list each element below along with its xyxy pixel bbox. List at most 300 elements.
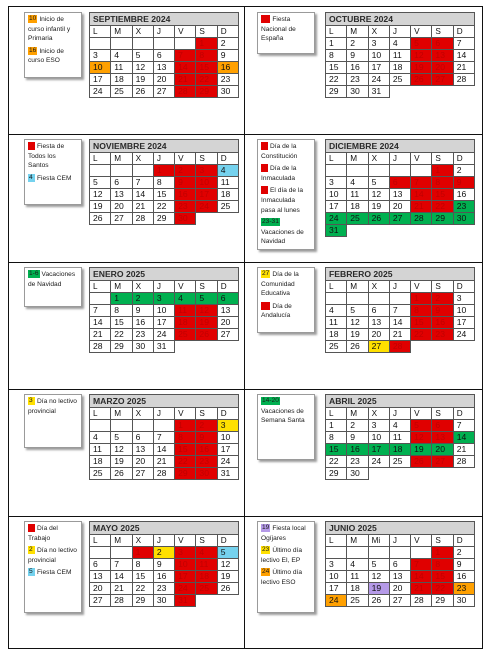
legend-text: Vacaciones de Navidad <box>261 228 304 246</box>
empty-day-cell <box>90 420 111 432</box>
weekday-header: S <box>432 153 453 165</box>
empty-day-cell <box>175 38 196 50</box>
day-cell: 29 <box>175 468 196 480</box>
day-cell: 27 <box>133 468 154 480</box>
day-cell: 11 <box>218 177 239 189</box>
day-cell: 10 <box>326 571 347 583</box>
day-cell: 24 <box>369 74 390 86</box>
legend-item <box>261 15 311 44</box>
empty-day-cell <box>390 86 411 98</box>
day-cell: 7 <box>411 559 432 571</box>
empty-day-cell <box>218 595 239 607</box>
legend-text: Fiesta Nacional de España <box>261 16 296 43</box>
day-cell: 25 <box>390 74 411 86</box>
weekday-header: D <box>454 281 475 293</box>
weekday-header: V <box>175 281 196 293</box>
day-cell: 17 <box>369 444 390 456</box>
day-cell: 11 <box>347 189 368 201</box>
day-cell: 11 <box>111 62 132 74</box>
legend-text: Inicio de curso infantil y Primaria <box>28 16 71 43</box>
weekday-header: S <box>196 281 217 293</box>
day-cell: 3 <box>369 420 390 432</box>
legend-note-junio-2025 <box>257 521 315 613</box>
day-cell: 16 <box>154 571 175 583</box>
legend-text: Fiesta de Todos los Santos <box>28 143 65 170</box>
day-cell: 21 <box>133 201 154 213</box>
day-cell: 11 <box>90 444 111 456</box>
day-cell: 19 <box>111 456 132 468</box>
empty-day-cell <box>218 341 239 353</box>
day-cell: 17 <box>154 317 175 329</box>
month-grid <box>325 534 475 607</box>
weekday-header: L <box>326 281 347 293</box>
day-cell: 18 <box>390 62 411 74</box>
empty-day-cell <box>411 468 432 480</box>
day-cell: 12 <box>133 62 154 74</box>
day-cell: 4 <box>111 50 132 62</box>
empty-day-cell <box>369 165 390 177</box>
day-cell: 16 <box>432 317 453 329</box>
empty-day-cell <box>347 165 368 177</box>
day-cell: 23 <box>432 329 453 341</box>
weekday-header: V <box>411 153 432 165</box>
weekday-header: S <box>432 408 453 420</box>
month-calendar-marzo-2025 <box>89 394 239 480</box>
day-cell: 4 <box>390 420 411 432</box>
day-cell: 2 <box>347 38 368 50</box>
day-cell: 22 <box>432 583 453 595</box>
month-grid <box>325 280 475 353</box>
day-cell: 29 <box>432 595 453 607</box>
day-cell: 8 <box>175 432 196 444</box>
legend-note-febrero-2025 <box>257 267 315 333</box>
day-cell: 17 <box>218 444 239 456</box>
legend-swatch: 4 <box>28 174 35 182</box>
weekday-header: J <box>390 281 411 293</box>
day-cell: 18 <box>347 201 368 213</box>
day-cell: 23 <box>347 456 368 468</box>
day-cell: 28 <box>411 213 432 225</box>
day-cell: 28 <box>454 74 475 86</box>
day-cell: 21 <box>390 329 411 341</box>
empty-day-cell <box>133 165 154 177</box>
day-cell: 17 <box>196 189 217 201</box>
day-cell: 13 <box>369 317 390 329</box>
day-cell: 21 <box>154 456 175 468</box>
empty-day-cell <box>111 38 132 50</box>
month-title: MAYO 2025 <box>89 521 239 534</box>
day-cell: 30 <box>196 468 217 480</box>
month-grid <box>325 25 475 98</box>
day-cell: 21 <box>454 62 475 74</box>
empty-day-cell <box>411 341 432 353</box>
day-cell: 1 <box>411 293 432 305</box>
day-cell: 10 <box>454 305 475 317</box>
month-calendar-mayo-2025 <box>89 521 239 607</box>
legend-swatch: 14-20 <box>262 397 279 404</box>
day-cell: 10 <box>369 432 390 444</box>
weekday-header: D <box>218 408 239 420</box>
legend-swatch: 23-31 <box>262 218 279 226</box>
day-cell: 16 <box>218 62 239 74</box>
day-cell: 2 <box>454 165 475 177</box>
weekday-header: J <box>154 153 175 165</box>
day-cell: 12 <box>196 305 217 317</box>
month-title: MARZO 2025 <box>89 394 239 407</box>
day-cell: 31 <box>218 468 239 480</box>
month-calendar-abril-2025 <box>325 394 475 480</box>
day-cell: 20 <box>90 583 111 595</box>
day-cell: 7 <box>175 50 196 62</box>
day-cell: 22 <box>175 456 196 468</box>
month-title: ENERO 2025 <box>89 267 239 280</box>
day-cell: 8 <box>326 432 347 444</box>
weekday-header: X <box>133 281 154 293</box>
day-cell: 21 <box>175 74 196 86</box>
month-grid <box>89 534 239 607</box>
day-cell: 12 <box>411 432 432 444</box>
empty-day-cell <box>196 595 217 607</box>
day-cell: 7 <box>133 177 154 189</box>
day-cell: 24 <box>90 86 111 98</box>
legend-text: Último día lectivo EI, EP <box>261 547 303 564</box>
day-cell: 13 <box>390 571 411 583</box>
weekday-header: S <box>196 408 217 420</box>
legend-item <box>28 397 78 416</box>
empty-day-cell <box>326 293 347 305</box>
day-cell: 27 <box>432 74 453 86</box>
day-cell: 14 <box>133 189 154 201</box>
day-cell: 19 <box>369 201 390 213</box>
day-cell: 14 <box>411 189 432 201</box>
day-cell: 6 <box>432 420 453 432</box>
legend-swatch: 24 <box>262 568 270 576</box>
empty-day-cell <box>454 86 475 98</box>
empty-day-cell <box>390 468 411 480</box>
day-cell: 15 <box>326 444 347 456</box>
legend-swatch: 2 <box>28 546 35 554</box>
legend-item <box>261 142 311 161</box>
empty-day-cell <box>390 293 411 305</box>
day-cell: 27 <box>154 86 175 98</box>
day-cell: 26 <box>369 213 390 225</box>
day-cell: 24 <box>154 329 175 341</box>
day-cell: 14 <box>454 50 475 62</box>
weekday-header: Mi <box>369 535 390 547</box>
empty-day-cell <box>369 293 390 305</box>
weekday-header: M <box>347 26 368 38</box>
legend-text: Vacaciones de Navidad <box>28 271 76 288</box>
empty-day-cell <box>90 547 111 559</box>
day-cell: 3 <box>218 420 239 432</box>
legend-item <box>28 524 78 543</box>
day-cell: 7 <box>454 420 475 432</box>
day-cell: 15 <box>133 571 154 583</box>
legend-note-septiembre-2024 <box>24 12 82 78</box>
day-cell: 11 <box>326 317 347 329</box>
day-cell: 1 <box>175 420 196 432</box>
day-cell: 31 <box>369 86 390 98</box>
legend-item <box>28 15 78 44</box>
day-cell: 18 <box>347 583 368 595</box>
legend-item <box>261 524 311 543</box>
empty-day-cell <box>390 547 411 559</box>
day-cell: 19 <box>196 317 217 329</box>
empty-day-cell <box>432 468 453 480</box>
weekday-header: S <box>432 535 453 547</box>
day-cell: 17 <box>326 201 347 213</box>
weekday-header: J <box>154 26 175 38</box>
day-cell: 12 <box>347 317 368 329</box>
weekday-header: D <box>218 281 239 293</box>
day-cell: 10 <box>196 177 217 189</box>
weekday-header: S <box>432 26 453 38</box>
column-divider <box>244 6 245 649</box>
day-cell: 31 <box>154 341 175 353</box>
legend-note-marzo-2025 <box>24 394 82 448</box>
day-cell: 2 <box>154 547 175 559</box>
day-cell: 27 <box>390 595 411 607</box>
day-cell: 6 <box>390 177 411 189</box>
weekday-header: S <box>196 153 217 165</box>
empty-day-cell <box>411 86 432 98</box>
day-cell: 2 <box>133 293 154 305</box>
day-cell: 8 <box>196 50 217 62</box>
empty-day-cell <box>347 547 368 559</box>
day-cell: 22 <box>326 74 347 86</box>
weekday-header: J <box>390 535 411 547</box>
weekday-header: X <box>369 26 390 38</box>
day-cell: 2 <box>218 38 239 50</box>
day-cell: 1 <box>196 38 217 50</box>
day-cell: 6 <box>369 305 390 317</box>
day-cell: 9 <box>347 50 368 62</box>
day-cell: 25 <box>90 468 111 480</box>
day-cell: 24 <box>326 213 347 225</box>
month-calendar-junio-2025 <box>325 521 475 607</box>
day-cell: 6 <box>432 38 453 50</box>
legend-item <box>261 164 311 183</box>
day-cell: 14 <box>90 317 111 329</box>
day-cell: 13 <box>111 189 132 201</box>
day-cell: 17 <box>326 583 347 595</box>
day-cell: 30 <box>175 213 196 225</box>
weekday-header: J <box>390 408 411 420</box>
day-cell: 1 <box>432 547 453 559</box>
day-cell: 6 <box>133 432 154 444</box>
day-cell: 22 <box>411 329 432 341</box>
weekday-header: J <box>154 535 175 547</box>
legend-swatch: 1 <box>28 142 35 150</box>
day-cell: 3 <box>369 38 390 50</box>
empty-day-cell <box>133 420 154 432</box>
day-cell: 27 <box>390 213 411 225</box>
weekday-header: D <box>454 408 475 420</box>
legend-text: Fiesta CEM <box>37 174 72 182</box>
day-cell: 11 <box>390 50 411 62</box>
day-cell: 11 <box>347 571 368 583</box>
empty-day-cell <box>454 468 475 480</box>
legend-text: Día de la Comunidad Educativa <box>261 271 299 298</box>
day-cell: 28 <box>154 468 175 480</box>
day-cell: 5 <box>196 293 217 305</box>
weekday-header: S <box>196 535 217 547</box>
legend-text: El día de la Inmaculada pasa al lunes <box>261 187 303 214</box>
day-cell: 20 <box>390 583 411 595</box>
day-cell: 11 <box>196 559 217 571</box>
day-cell: 17 <box>175 571 196 583</box>
weekday-header: J <box>154 281 175 293</box>
day-cell: 30 <box>347 86 368 98</box>
weekday-header: M <box>347 153 368 165</box>
weekday-header: S <box>196 26 217 38</box>
legend-text: Fiesta CEM <box>37 569 72 577</box>
weekday-header: L <box>326 153 347 165</box>
day-cell: 30 <box>154 595 175 607</box>
legend-text: Día no lectivo provincial <box>28 398 77 415</box>
legend-item <box>28 568 78 578</box>
legend-item <box>261 270 311 299</box>
day-cell: 10 <box>90 62 111 74</box>
day-cell: 14 <box>411 571 432 583</box>
weekday-header: V <box>175 535 196 547</box>
day-cell: 28 <box>390 341 411 353</box>
day-cell: 19 <box>133 74 154 86</box>
empty-day-cell <box>175 341 196 353</box>
day-cell: 8 <box>133 559 154 571</box>
weekday-header: X <box>369 153 390 165</box>
weekday-header: M <box>111 153 132 165</box>
weekday-header: D <box>454 26 475 38</box>
weekday-header: D <box>454 153 475 165</box>
empty-day-cell <box>111 420 132 432</box>
day-cell: 18 <box>390 444 411 456</box>
day-cell: 23 <box>454 201 475 213</box>
day-cell: 16 <box>454 189 475 201</box>
day-cell: 17 <box>454 317 475 329</box>
month-title: JUNIO 2025 <box>325 521 475 534</box>
day-cell: 28 <box>175 86 196 98</box>
legend-text: Día de Andalucía <box>261 302 292 320</box>
legend-text: Vacaciones de Semana Santa <box>261 407 305 425</box>
weekday-header: M <box>347 281 368 293</box>
day-cell: 15 <box>111 317 132 329</box>
empty-day-cell <box>411 225 432 237</box>
legend-swatch: 28 <box>262 301 270 309</box>
day-cell: 16 <box>175 189 196 201</box>
weekday-header: V <box>411 281 432 293</box>
day-cell: 4 <box>196 547 217 559</box>
month-grid <box>89 280 239 353</box>
day-cell: 13 <box>90 571 111 583</box>
weekday-header: M <box>111 26 132 38</box>
legend-note-abril-2025 <box>257 394 315 460</box>
day-cell: 30 <box>347 468 368 480</box>
day-cell: 9 <box>347 432 368 444</box>
day-cell: 4 <box>347 559 368 571</box>
day-cell: 7 <box>390 305 411 317</box>
day-cell: 29 <box>154 213 175 225</box>
day-cell: 2 <box>454 547 475 559</box>
day-cell: 17 <box>90 74 111 86</box>
month-title: FEBRERO 2025 <box>325 267 475 280</box>
weekday-header: D <box>218 26 239 38</box>
day-cell: 5 <box>111 432 132 444</box>
day-cell: 15 <box>154 189 175 201</box>
legend-item <box>28 174 78 184</box>
day-cell: 20 <box>218 317 239 329</box>
row-divider <box>8 516 483 517</box>
weekday-header: J <box>154 408 175 420</box>
day-cell: 13 <box>133 444 154 456</box>
day-cell: 3 <box>175 547 196 559</box>
day-cell: 2 <box>175 165 196 177</box>
day-cell: 13 <box>218 305 239 317</box>
day-cell: 28 <box>411 595 432 607</box>
empty-day-cell <box>454 225 475 237</box>
day-cell: 5 <box>411 420 432 432</box>
day-cell: 23 <box>218 74 239 86</box>
weekday-header: L <box>90 26 111 38</box>
empty-day-cell <box>111 165 132 177</box>
day-cell: 26 <box>111 468 132 480</box>
day-cell: 1 <box>432 165 453 177</box>
weekday-header: V <box>411 26 432 38</box>
day-cell: 5 <box>369 559 390 571</box>
legend-swatch: 8 <box>261 164 268 172</box>
weekday-header: L <box>326 26 347 38</box>
day-cell: 21 <box>90 329 111 341</box>
empty-day-cell <box>369 468 390 480</box>
month-calendar-diciembre-2024 <box>325 139 475 237</box>
legend-item <box>261 546 311 565</box>
day-cell: 1 <box>133 547 154 559</box>
day-cell: 27 <box>90 595 111 607</box>
day-cell: 29 <box>196 86 217 98</box>
empty-day-cell <box>90 165 111 177</box>
weekday-header: S <box>432 281 453 293</box>
day-cell: 22 <box>196 74 217 86</box>
empty-day-cell <box>432 86 453 98</box>
day-cell: 20 <box>111 201 132 213</box>
day-cell: 15 <box>175 444 196 456</box>
legend-note-octubre-2024 <box>257 12 315 54</box>
day-cell: 15 <box>411 317 432 329</box>
day-cell: 9 <box>218 50 239 62</box>
day-cell: 26 <box>133 86 154 98</box>
legend-swatch: 9 <box>261 186 268 194</box>
day-cell: 23 <box>196 456 217 468</box>
day-cell: 12 <box>90 189 111 201</box>
month-title: DICIEMBRE 2024 <box>325 139 475 152</box>
day-cell: 20 <box>390 201 411 213</box>
legend-text: Día no lectivo provincial <box>28 547 77 564</box>
legend-item <box>261 218 311 247</box>
month-grid <box>89 25 239 98</box>
empty-day-cell <box>411 547 432 559</box>
day-cell: 28 <box>454 456 475 468</box>
weekday-header: L <box>326 408 347 420</box>
day-cell: 25 <box>390 456 411 468</box>
day-cell: 27 <box>432 456 453 468</box>
day-cell: 12 <box>369 571 390 583</box>
day-cell: 20 <box>154 74 175 86</box>
legend-text: Último día lectivo ESO <box>261 569 303 586</box>
day-cell: 25 <box>347 213 368 225</box>
day-cell: 22 <box>432 201 453 213</box>
day-cell: 26 <box>411 74 432 86</box>
day-cell: 11 <box>390 432 411 444</box>
